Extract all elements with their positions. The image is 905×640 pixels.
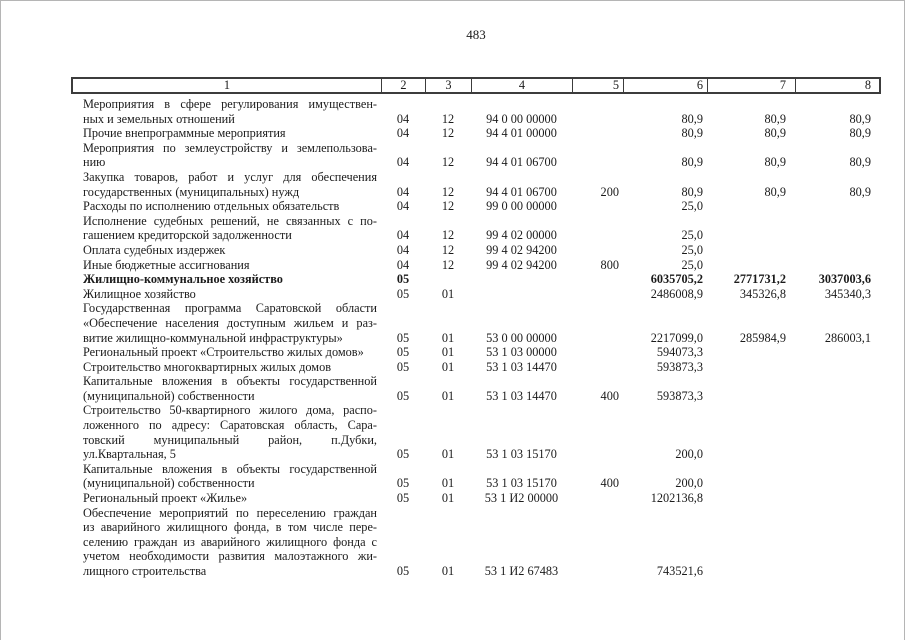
cell-c8: 3037003,6: [818, 272, 871, 287]
cell-c4: 94 0 00 00000: [486, 111, 557, 126]
row-name-line: Мероприятия по землеустройству и землепользова-: [83, 140, 377, 155]
row-name-line: из аварийного жилищного фонда, в том числе пере-: [83, 520, 377, 535]
row-name-line: Жилищно-коммунальное хозяйство: [83, 272, 283, 287]
cell-c3: 01: [441, 388, 455, 403]
row-name-line: Региональный проект «Жилье»: [83, 491, 248, 506]
row-name: [73, 126, 381, 141]
cell-c8: 80,9: [849, 126, 871, 141]
cell-c6: 200,0: [675, 476, 703, 491]
cell-c6: 200,0: [675, 447, 703, 462]
column-header-5: 5: [572, 79, 623, 92]
row-name: [73, 301, 381, 345]
cell-c4: 99 4 02 00000: [486, 228, 557, 243]
table-row: [73, 272, 879, 287]
row-name: [73, 243, 381, 258]
column-header-3: 3: [425, 79, 471, 92]
cell-c2: 04: [396, 184, 410, 199]
cell-c6: 1202136,8: [650, 491, 703, 506]
column-header-6: 6: [623, 79, 707, 92]
row-name-line: Прочие внепрограммные мероприятия: [83, 126, 286, 141]
cell-c2: 04: [396, 126, 410, 141]
table-row: [73, 301, 879, 345]
cell-c2: 05: [396, 330, 410, 345]
row-name: [73, 374, 381, 403]
row-name: [73, 462, 381, 491]
cell-c3: 01: [441, 286, 455, 301]
row-name-line: лищного строительства: [83, 564, 207, 578]
cell-c4: 53 1 03 00000: [486, 345, 557, 360]
cell-c4: 99 4 02 94200: [486, 242, 557, 257]
row-name: [73, 272, 381, 287]
cell-c4: 53 0 00 00000: [486, 330, 557, 345]
row-name: [73, 491, 381, 506]
table-row: [73, 141, 879, 170]
column-header-1: 1: [223, 78, 231, 92]
cell-c6: 593873,3: [656, 359, 703, 374]
row-name-line: Капитальные вложения в объекты государственной: [83, 461, 377, 476]
cell-c3: 12: [441, 155, 455, 170]
cell-c6: 6035705,2: [650, 272, 703, 287]
page-number: 483: [466, 27, 486, 42]
cell-c6: 2486008,9: [650, 286, 703, 301]
table-row: [73, 243, 879, 258]
table-row: [73, 374, 879, 403]
table-row: [73, 258, 879, 273]
row-name-line: Региональный проект «Строительство жилых домов»: [83, 345, 364, 360]
cell-c6: 743521,6: [656, 564, 703, 578]
row-name-line: Обеспечение мероприятий по переселению граждан: [83, 505, 377, 520]
cell-c7: 80,9: [764, 155, 786, 170]
row-name-line: ул.Квартальная, 5: [83, 447, 176, 462]
row-name: [73, 345, 381, 360]
row-name: [73, 199, 381, 214]
table-row: [73, 491, 879, 506]
cell-c5: 400: [600, 476, 619, 491]
cell-c2: 05: [396, 491, 410, 506]
cell-c3: 01: [441, 359, 455, 374]
table-row: [73, 345, 879, 360]
cell-c4: 53 1 И2 00000: [484, 491, 559, 506]
cell-c3: 01: [441, 447, 455, 462]
row-name-line: Жилищное хозяйство: [83, 286, 196, 301]
cell-c6: 594073,3: [656, 345, 703, 360]
row-name: [73, 97, 381, 126]
row-name: [73, 506, 381, 579]
cell-c4: 94 4 01 00000: [486, 126, 557, 141]
cell-c4: 53 1 03 14470: [486, 359, 557, 374]
table-row: [73, 126, 879, 141]
row-name: [73, 141, 381, 170]
row-name: [73, 258, 381, 273]
cell-c4: 53 1 И2 67483: [484, 564, 559, 578]
cell-c2: 05: [396, 272, 410, 287]
cell-c6: 80,9: [681, 126, 703, 141]
cell-c2: 04: [396, 257, 410, 272]
cell-c2: 05: [396, 476, 410, 491]
cell-c6: 25,0: [681, 257, 703, 272]
cell-c7: 80,9: [764, 111, 786, 126]
row-name-line: Строительство многоквартирных жилых домов: [83, 359, 332, 374]
cell-c6: 80,9: [681, 111, 703, 126]
row-name-line: (муниципальной) собственности: [83, 388, 255, 403]
table-row: [73, 403, 879, 461]
cell-c8: 286003,1: [824, 330, 871, 345]
row-name: [73, 403, 381, 461]
table-row: [73, 287, 879, 302]
cell-c3: 01: [441, 345, 455, 360]
row-name: [73, 287, 381, 302]
cell-c3: 12: [441, 242, 455, 257]
table-header-row: [71, 77, 881, 94]
cell-c2: 05: [396, 447, 410, 462]
column-header-2: 2: [381, 79, 425, 92]
cell-c3: 12: [441, 257, 455, 272]
cell-c6: 80,9: [681, 155, 703, 170]
cell-c4: 94 4 01 06700: [486, 184, 557, 199]
cell-c7: 80,9: [764, 184, 786, 199]
column-header-8: 8: [795, 79, 879, 92]
row-name-line: Оплата судебных издержек: [83, 242, 226, 257]
cell-c3: 01: [441, 330, 455, 345]
cell-c3: 12: [441, 126, 455, 141]
cell-c8: 80,9: [849, 155, 871, 170]
cell-c2: 05: [396, 286, 410, 301]
row-name: [73, 214, 381, 243]
cell-c2: 04: [396, 155, 410, 170]
cell-c4: 53 1 03 14470: [486, 388, 557, 403]
cell-c3: 12: [441, 228, 455, 243]
table-row: [73, 214, 879, 243]
cell-c5: 400: [600, 388, 619, 403]
cell-c3: 12: [441, 111, 455, 126]
cell-c4: 99 0 00 00000: [486, 199, 557, 214]
table-row: [73, 462, 879, 491]
cell-c4: 99 4 02 94200: [486, 257, 557, 272]
row-name-line: ных и земельных отношений: [83, 111, 235, 126]
cell-c6: 2217099,0: [650, 330, 703, 345]
cell-c3: 01: [441, 476, 455, 491]
row-name-line: (муниципальной) собственности: [83, 476, 255, 491]
row-name-line: государственных (муниципальных) нужд: [83, 184, 300, 199]
row-name-line: Иные бюджетные ассигнования: [83, 257, 250, 272]
row-name-line: ложенного по адресу: Саратовская область, Сара-: [83, 418, 377, 433]
table-row: [73, 170, 879, 199]
column-header-4: 4: [471, 79, 572, 92]
row-name-line: селению граждан из аварийного жилищного фонда с: [83, 534, 377, 549]
table-body: [73, 94, 879, 579]
row-name-line: Капитальные вложения в объекты государственной: [83, 374, 377, 389]
row-name-line: Строительство 50-квартирного жилого дома, распо-: [83, 403, 377, 418]
cell-c4: 53 1 03 15170: [486, 476, 557, 491]
row-name-line: витие жилищно-коммунальной инфраструктуры»: [83, 330, 343, 345]
cell-c4: 94 4 01 06700: [486, 155, 557, 170]
cell-c7: 285984,9: [739, 330, 786, 345]
cell-c5: 200: [600, 184, 619, 199]
table-row: [73, 199, 879, 214]
row-name: [73, 360, 381, 375]
cell-c8: 80,9: [849, 111, 871, 126]
table-row: [73, 506, 879, 579]
cell-c7: 80,9: [764, 126, 786, 141]
cell-c6: 593873,3: [656, 388, 703, 403]
table-row: [73, 97, 879, 126]
cell-c3: 01: [441, 491, 455, 506]
cell-c3: 12: [441, 199, 455, 214]
cell-c7: 345326,8: [739, 286, 786, 301]
cell-c7: 2771731,2: [733, 272, 786, 287]
cell-c2: 05: [396, 359, 410, 374]
cell-c2: 04: [396, 228, 410, 243]
row-name-line: «Обеспечение населения доступным жильем и раз-: [83, 315, 377, 330]
cell-c2: 04: [396, 111, 410, 126]
table-row: [73, 360, 879, 375]
cell-c2: 04: [396, 242, 410, 257]
cell-c4: 53 1 03 15170: [486, 447, 557, 462]
cell-c6: 25,0: [681, 228, 703, 243]
cell-c6: 25,0: [681, 199, 703, 214]
row-name-line: Исполнение судебных решений, не связанных с по-: [83, 213, 377, 228]
cell-c2: 05: [396, 345, 410, 360]
cell-c3: 01: [441, 564, 455, 578]
row-name-line: Государственная программа Саратовской области: [83, 301, 377, 316]
cell-c2: 04: [396, 199, 410, 214]
row-name-line: гашением кредиторской задолженности: [83, 228, 292, 243]
cell-c6: 25,0: [681, 242, 703, 257]
budget-table: [71, 77, 881, 579]
cell-c6: 80,9: [681, 184, 703, 199]
cell-c2: 05: [396, 388, 410, 403]
row-name-line: Расходы по исполнению отдельных обязательств: [83, 199, 340, 214]
cell-c8: 80,9: [849, 184, 871, 199]
row-name-line: учетом необходимости развития малоэтажного жи-: [83, 549, 377, 564]
row-name: [73, 170, 381, 199]
cell-c3: 12: [441, 184, 455, 199]
cell-c5: 800: [600, 257, 619, 272]
cell-c8: 345340,3: [824, 286, 871, 301]
row-name-line: Мероприятия в сфере регулирования имуществен-: [83, 97, 377, 111]
column-header-7: 7: [707, 79, 795, 92]
cell-c2: 05: [396, 564, 410, 578]
row-name-line: Закупка товаров, работ и услуг для обеспечения: [83, 169, 377, 184]
row-name-line: товский муниципальный район, п.Дубки,: [83, 432, 377, 447]
row-name-line: нию: [83, 155, 106, 170]
